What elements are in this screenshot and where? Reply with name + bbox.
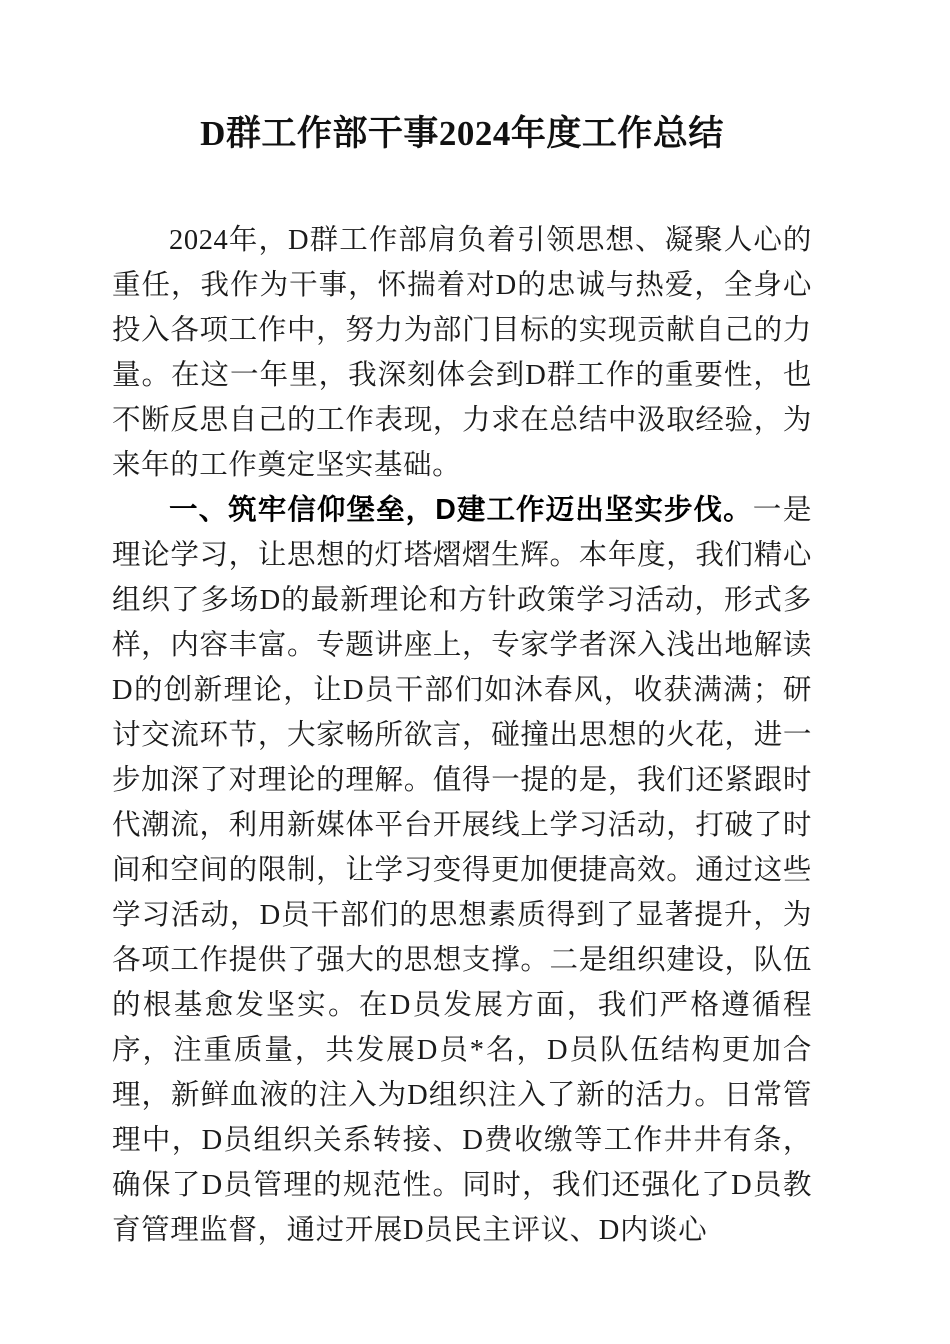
paragraph-intro: 2024年，D群工作部肩负着引领思想、凝聚人心的重任，我作为干事，怀揣着对D的忠诚与热爱，全身心投入各项工作中，努力为部门目标的实现贡献自己的力量。在这一年里，我深刻体会到D群工作的重要性，也不断反思自己的工作表现，力求在总结中汲取经验，为来年的工作奠定坚实基础。 — [112, 225, 812, 481]
paragraph-section-one — [112, 488, 812, 1253]
page-title: D群工作部干事2024年度工作总结 — [200, 114, 724, 153]
section-heading-one: 一、筑牢信仰堡垒，D建工作迈出坚实步伐。 — [169, 494, 753, 526]
section-body-one: 一是理论学习，让思想的灯塔熠熠生辉。本年度，我们精心组织了多场D的最新理论和方针政策学习活动，形式多样，内容丰富。专题讲座上，专家学者深入浅出地解读D的创新理论，让D员干部们如沐春风，收获满满；研讨交流环节，大家畅所欲言，碰撞出思想的火花，进一步加深了对理论的理解。值得一提的是，我们还紧跟时代潮流，利用新媒体平台开展线上学习活动，打破了时间和空间的限制，让学习变得更加便捷高效。通过这些学习活动，D员干部们的思想素质得到了显著提升，为各项工作提供了强大的思想支撑。二是组织建设，队伍的根基愈发坚实。在D员发展方面，我们严格遵循程序，注重质量，共发展D员*名，D员队伍结构更加合理，新鲜血液的注入为D组织注入了新的活力。日常管理中，D员组织关系转接、D费收缴等工作井井有条，确保了D员管理的规范性。同时，我们还强化了D员教育管理监督，通过开展D员民主评议、D内谈心 — [112, 495, 812, 1246]
document-body — [112, 218, 812, 1253]
